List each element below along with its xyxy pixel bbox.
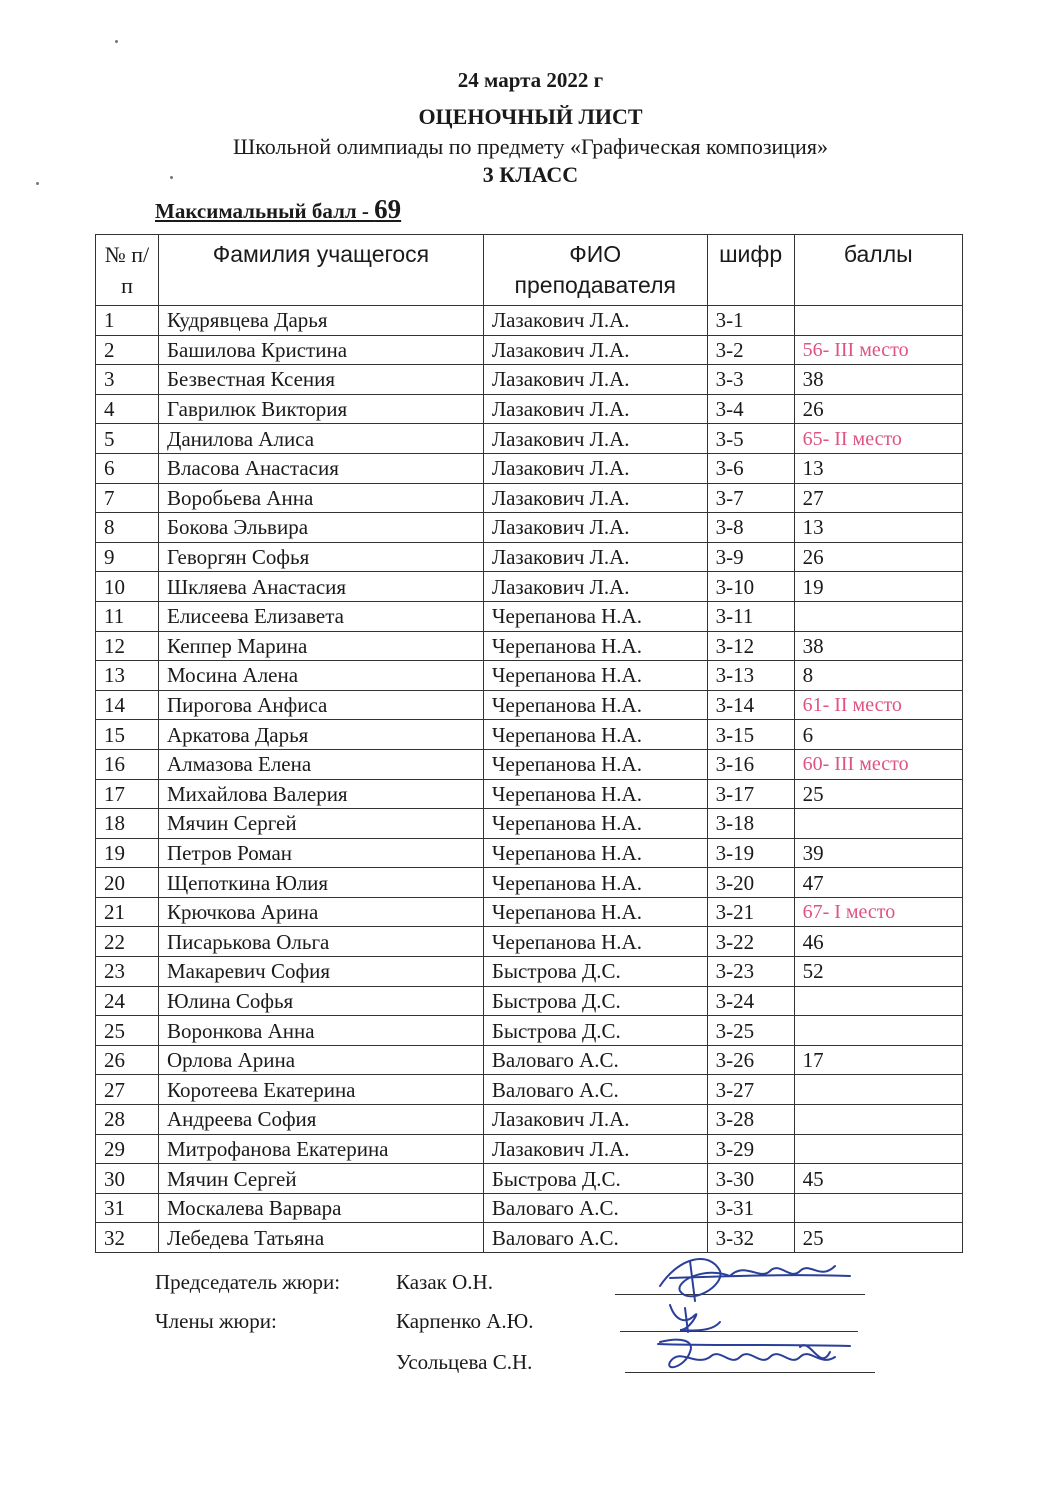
cell-number: 16 xyxy=(96,749,159,779)
column-header-code: шифр xyxy=(707,235,794,306)
cell-teacher: Черепанова Н.А. xyxy=(483,631,707,661)
table-row xyxy=(96,986,963,1016)
table-row xyxy=(96,601,963,631)
cell-score: 39 xyxy=(794,838,962,868)
cell-number: 32 xyxy=(96,1223,159,1253)
cell-number: 17 xyxy=(96,779,159,809)
cell-code: 3-6 xyxy=(707,453,794,483)
cell-score xyxy=(794,601,962,631)
column-header-score: баллы xyxy=(794,235,962,306)
cell-teacher: Лазакович Л.А. xyxy=(483,453,707,483)
grade-label: 3 КЛАСС xyxy=(482,162,579,187)
scan-speck xyxy=(170,176,173,179)
cell-score: 13 xyxy=(794,513,962,543)
cell-teacher: Лазакович Л.А. xyxy=(483,394,707,424)
cell-teacher: Быстрова Д.С. xyxy=(483,986,707,1016)
table-row xyxy=(96,572,963,602)
column-header-number: № п/п xyxy=(96,235,159,306)
cell-number: 6 xyxy=(96,453,159,483)
cell-student-name: Юлина Софья xyxy=(159,986,484,1016)
cell-student-name: Геворгян Софья xyxy=(159,542,484,572)
jury-members-label: Члены жюри: xyxy=(155,1309,277,1333)
cell-number: 22 xyxy=(96,927,159,957)
cell-teacher: Черепанова Н.А. xyxy=(483,809,707,839)
cell-number: 20 xyxy=(96,868,159,898)
cell-code: 3-32 xyxy=(707,1223,794,1253)
cell-student-name: Москалева Варвара xyxy=(159,1193,484,1223)
table-row xyxy=(96,1016,963,1046)
cell-code: 3-13 xyxy=(707,661,794,691)
cell-teacher: Черепанова Н.А. xyxy=(483,601,707,631)
cell-number: 15 xyxy=(96,720,159,750)
cell-code: 3-24 xyxy=(707,986,794,1016)
cell-student-name: Петров Роман xyxy=(159,838,484,868)
table-row xyxy=(96,690,963,720)
cell-score: 26 xyxy=(794,542,962,572)
cell-student-name: Елисеева Елизавета xyxy=(159,601,484,631)
table-row xyxy=(96,720,963,750)
cell-student-name: Аркатова Дарья xyxy=(159,720,484,750)
cell-number: 24 xyxy=(96,986,159,1016)
cell-number: 14 xyxy=(96,690,159,720)
table-row xyxy=(96,1134,963,1164)
cell-number: 8 xyxy=(96,513,159,543)
cell-teacher: Черепанова Н.А. xyxy=(483,897,707,927)
cell-student-name: Мячин Сергей xyxy=(159,809,484,839)
cell-number: 12 xyxy=(96,631,159,661)
cell-teacher: Лазакович Л.А. xyxy=(483,365,707,395)
cell-code: 3-8 xyxy=(707,513,794,543)
cell-student-name: Орлова Арина xyxy=(159,1045,484,1075)
cell-score: 45 xyxy=(794,1164,962,1194)
score-table xyxy=(95,234,963,1253)
cell-teacher: Черепанова Н.А. xyxy=(483,927,707,957)
cell-number: 28 xyxy=(96,1105,159,1135)
cell-teacher: Лазакович Л.А. xyxy=(483,1134,707,1164)
cell-number: 23 xyxy=(96,957,159,987)
table-row xyxy=(96,306,963,336)
max-score-label: Максимальный балл - xyxy=(155,199,375,223)
cell-score: 67- I место xyxy=(794,897,962,927)
cell-student-name: Воронкова Анна xyxy=(159,1016,484,1046)
cell-score: 17 xyxy=(794,1045,962,1075)
cell-number: 10 xyxy=(96,572,159,602)
table-row xyxy=(96,483,963,513)
cell-score: 25 xyxy=(794,1223,962,1253)
cell-code: 3-18 xyxy=(707,809,794,839)
cell-teacher: Черепанова Н.А. xyxy=(483,779,707,809)
cell-student-name: Лебедева Татьяна xyxy=(159,1223,484,1253)
table-row xyxy=(96,661,963,691)
cell-code: 3-25 xyxy=(707,1016,794,1046)
scan-speck xyxy=(36,182,39,185)
table-row xyxy=(96,1075,963,1105)
cell-number: 1 xyxy=(96,306,159,336)
table-row xyxy=(96,453,963,483)
cell-student-name: Пирогова Анфиса xyxy=(159,690,484,720)
table-row xyxy=(96,631,963,661)
cell-number: 19 xyxy=(96,838,159,868)
cell-score xyxy=(794,1193,962,1223)
cell-number: 4 xyxy=(96,394,159,424)
cell-student-name: Мосина Алена xyxy=(159,661,484,691)
column-header-student: Фамилия учащегося xyxy=(159,235,484,306)
jury-member-name: Карпенко А.Ю. xyxy=(396,1309,534,1333)
cell-student-name: Писарькова Ольга xyxy=(159,927,484,957)
cell-score xyxy=(794,1105,962,1135)
cell-score: 26 xyxy=(794,394,962,424)
cell-number: 21 xyxy=(96,897,159,927)
cell-code: 3-27 xyxy=(707,1075,794,1105)
cell-score: 19 xyxy=(794,572,962,602)
cell-number: 26 xyxy=(96,1045,159,1075)
cell-number: 2 xyxy=(96,335,159,365)
cell-student-name: Шкляева Анастасия xyxy=(159,572,484,602)
cell-teacher: Лазакович Л.А. xyxy=(483,335,707,365)
cell-student-name: Кеппер Марина xyxy=(159,631,484,661)
cell-number: 31 xyxy=(96,1193,159,1223)
cell-number: 3 xyxy=(96,365,159,395)
cell-code: 3-22 xyxy=(707,927,794,957)
document-title: ОЦЕНОЧНЫЙ ЛИСТ xyxy=(418,104,643,129)
cell-student-name: Андреева София xyxy=(159,1105,484,1135)
cell-code: 3-9 xyxy=(707,542,794,572)
cell-score xyxy=(794,809,962,839)
table-header-row xyxy=(96,235,963,306)
cell-score: 56- III место xyxy=(794,335,962,365)
table-row xyxy=(96,1105,963,1135)
table-row xyxy=(96,838,963,868)
document-date: 24 марта 2022 г xyxy=(457,68,604,92)
table-row xyxy=(96,957,963,987)
cell-code: 3-20 xyxy=(707,868,794,898)
cell-score: 65- II место xyxy=(794,424,962,454)
cell-score: 61- II место xyxy=(794,690,962,720)
cell-teacher: Валоваго А.С. xyxy=(483,1223,707,1253)
cell-teacher: Валоваго А.С. xyxy=(483,1045,707,1075)
cell-number: 29 xyxy=(96,1134,159,1164)
document-subtitle: Школьной олимпиады по предмету «Графическая композиция» xyxy=(233,134,828,159)
cell-teacher: Быстрова Д.С. xyxy=(483,1016,707,1046)
max-score xyxy=(155,194,401,225)
cell-teacher: Валоваго А.С. xyxy=(483,1075,707,1105)
cell-score xyxy=(794,1134,962,1164)
cell-score: 25 xyxy=(794,779,962,809)
scan-speck xyxy=(115,40,118,43)
cell-teacher: Черепанова Н.А. xyxy=(483,661,707,691)
cell-teacher: Черепанова Н.А. xyxy=(483,868,707,898)
cell-code: 3-28 xyxy=(707,1105,794,1135)
table-row xyxy=(96,424,963,454)
cell-score: 60- III место xyxy=(794,749,962,779)
cell-code: 3-11 xyxy=(707,601,794,631)
cell-number: 27 xyxy=(96,1075,159,1105)
cell-score: 27 xyxy=(794,483,962,513)
cell-number: 5 xyxy=(96,424,159,454)
cell-number: 11 xyxy=(96,601,159,631)
cell-teacher: Черепанова Н.А. xyxy=(483,690,707,720)
cell-code: 3-23 xyxy=(707,957,794,987)
table-row xyxy=(96,365,963,395)
jury-chair-label: Председатель жюри: xyxy=(155,1270,341,1294)
table-row xyxy=(96,927,963,957)
cell-code: 3-14 xyxy=(707,690,794,720)
cell-student-name: Макаревич София xyxy=(159,957,484,987)
cell-teacher: Лазакович Л.А. xyxy=(483,483,707,513)
cell-score: 38 xyxy=(794,631,962,661)
cell-teacher: Черепанова Н.А. xyxy=(483,838,707,868)
cell-score xyxy=(794,986,962,1016)
cell-score: 52 xyxy=(794,957,962,987)
cell-teacher: Черепанова Н.А. xyxy=(483,749,707,779)
table-row xyxy=(96,868,963,898)
cell-student-name: Бокова Эльвира xyxy=(159,513,484,543)
jury-chair-name: Казак О.Н. xyxy=(396,1270,493,1294)
cell-student-name: Кудрявцева Дарья xyxy=(159,306,484,336)
table-row xyxy=(96,1193,963,1223)
table-row xyxy=(96,335,963,365)
cell-number: 18 xyxy=(96,809,159,839)
max-score-value: 69 xyxy=(374,194,402,224)
cell-score xyxy=(794,1016,962,1046)
signature-member-2 xyxy=(650,1332,870,1382)
cell-teacher: Лазакович Л.А. xyxy=(483,1105,707,1135)
cell-student-name: Власова Анастасия xyxy=(159,453,484,483)
cell-code: 3-21 xyxy=(707,897,794,927)
cell-number: 13 xyxy=(96,661,159,691)
table-row xyxy=(96,1045,963,1075)
cell-teacher: Лазакович Л.А. xyxy=(483,572,707,602)
cell-score xyxy=(794,306,962,336)
cell-student-name: Алмазова Елена xyxy=(159,749,484,779)
table-row xyxy=(96,1164,963,1194)
jury-member-name: Усольцева С.Н. xyxy=(396,1350,533,1374)
cell-code: 3-17 xyxy=(707,779,794,809)
column-header-teacher: ФИО преподавателя xyxy=(483,235,707,306)
cell-code: 3-31 xyxy=(707,1193,794,1223)
cell-code: 3-7 xyxy=(707,483,794,513)
table-row xyxy=(96,809,963,839)
cell-student-name: Гаврилюк Виктория xyxy=(159,394,484,424)
cell-code: 3-1 xyxy=(707,306,794,336)
cell-score: 8 xyxy=(794,661,962,691)
cell-number: 30 xyxy=(96,1164,159,1194)
cell-teacher: Лазакович Л.А. xyxy=(483,513,707,543)
cell-student-name: Крючкова Арина xyxy=(159,897,484,927)
cell-code: 3-30 xyxy=(707,1164,794,1194)
cell-score: 6 xyxy=(794,720,962,750)
cell-student-name: Митрофанова Екатерина xyxy=(159,1134,484,1164)
cell-student-name: Мячин Сергей xyxy=(159,1164,484,1194)
table-row xyxy=(96,897,963,927)
cell-code: 3-2 xyxy=(707,335,794,365)
cell-code: 3-12 xyxy=(707,631,794,661)
cell-code: 3-5 xyxy=(707,424,794,454)
cell-code: 3-19 xyxy=(707,838,794,868)
cell-code: 3-29 xyxy=(707,1134,794,1164)
table-row xyxy=(96,394,963,424)
cell-code: 3-16 xyxy=(707,749,794,779)
cell-score: 46 xyxy=(794,927,962,957)
cell-score: 38 xyxy=(794,365,962,395)
cell-number: 25 xyxy=(96,1016,159,1046)
table-row xyxy=(96,779,963,809)
cell-code: 3-3 xyxy=(707,365,794,395)
cell-student-name: Михайлова Валерия xyxy=(159,779,484,809)
cell-teacher: Лазакович Л.А. xyxy=(483,306,707,336)
cell-student-name: Башилова Кристина xyxy=(159,335,484,365)
cell-code: 3-15 xyxy=(707,720,794,750)
table-row xyxy=(96,749,963,779)
cell-student-name: Данилова Алиса xyxy=(159,424,484,454)
cell-teacher: Быстрова Д.С. xyxy=(483,1164,707,1194)
cell-student-name: Коротеева Екатерина xyxy=(159,1075,484,1105)
cell-score: 13 xyxy=(794,453,962,483)
cell-student-name: Воробьева Анна xyxy=(159,483,484,513)
table-row xyxy=(96,542,963,572)
cell-teacher: Лазакович Л.А. xyxy=(483,542,707,572)
cell-number: 7 xyxy=(96,483,159,513)
cell-teacher: Валоваго А.С. xyxy=(483,1193,707,1223)
cell-student-name: Безвестная Ксения xyxy=(159,365,484,395)
cell-teacher: Быстрова Д.С. xyxy=(483,957,707,987)
cell-score xyxy=(794,1075,962,1105)
cell-student-name: Щепоткина Юлия xyxy=(159,868,484,898)
cell-teacher: Лазакович Л.А. xyxy=(483,424,707,454)
cell-code: 3-26 xyxy=(707,1045,794,1075)
cell-number: 9 xyxy=(96,542,159,572)
cell-score: 47 xyxy=(794,868,962,898)
cell-code: 3-4 xyxy=(707,394,794,424)
table-row xyxy=(96,513,963,543)
cell-teacher: Черепанова Н.А. xyxy=(483,720,707,750)
cell-code: 3-10 xyxy=(707,572,794,602)
